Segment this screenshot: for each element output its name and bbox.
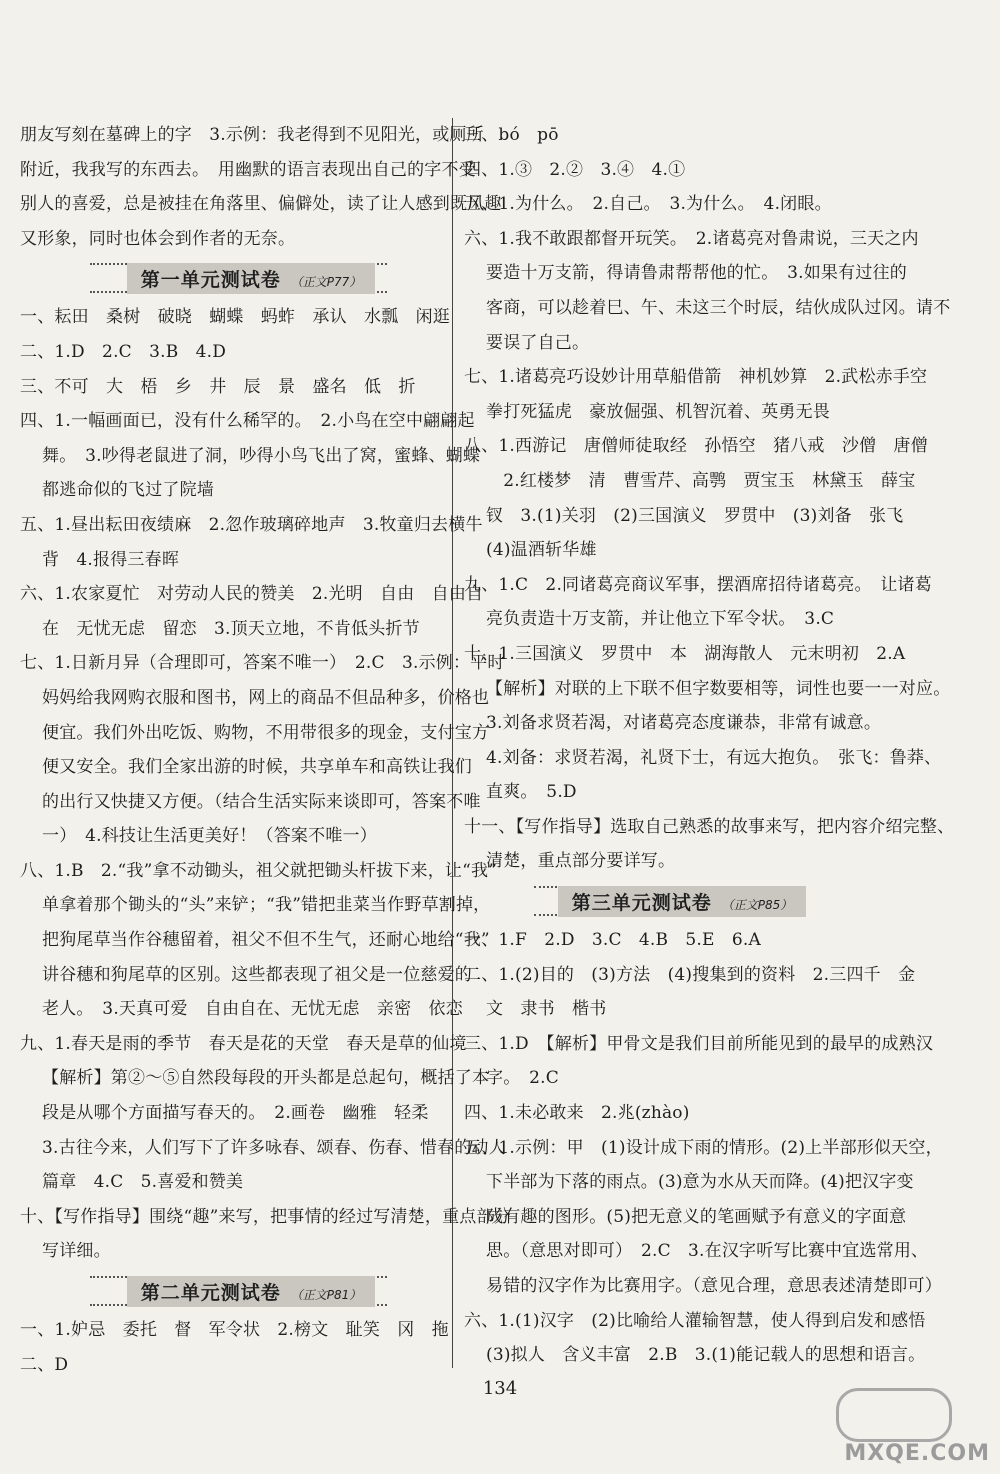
heading-title-box <box>127 263 376 294</box>
watermark-logo <box>804 1388 992 1468</box>
answer-line: 4.刘备：求贤若渴，礼贤下士，有远大抱负。 张飞：鲁莽、 <box>486 747 942 768</box>
answer-line: 十、【写作指导】围绕“趣”来写，把事情的经过写清楚，重点部分 <box>20 1206 511 1227</box>
answer-line: (3)拟人 含义丰富 2.B 3.(1)能记载人的思想和语言。 <box>486 1345 926 1366</box>
answer-line: 要误了自己。 <box>486 332 590 353</box>
answer-line: 易错的汉字作为比赛用字。（意见合理，意思表述清楚即可） <box>486 1276 942 1296</box>
answer-line: 附近，我我写的东西去。 用幽默的语言表现出自己的字不受 <box>20 159 476 180</box>
right-column <box>464 118 955 1373</box>
answer-line: 九、1.C 2.同诸葛亮商议军事，摆酒席招待诸葛亮。 让诸葛 <box>464 574 932 595</box>
answer-line: 二、1.(2)目的 (3)方法 (4)搜集到的资料 2.三四千 金 <box>464 964 916 985</box>
answer-line: 十、1.三国演义 罗贯中 本 湖海散人 元末明初 2.A <box>464 643 906 664</box>
heading-title: 第二单元测试卷 <box>140 1281 281 1304</box>
answer-line: 六、1.我不敢跟都督开玩笑。 2.诸葛亮对鲁肃说，三天之内 <box>464 228 919 249</box>
answer-line: 五、1.示例：甲 (1)设计成下雨的情形。(2)上半部形似天空， <box>464 1137 943 1158</box>
heading-title-box <box>558 886 807 917</box>
answer-line: 二、1.D 2.C 3.B 4.D <box>20 341 227 362</box>
answer-line: 要造十万支箭，得请鲁肃帮帮他的忙。 3.如果有过往的 <box>486 263 907 284</box>
watermark-text: MXQE.COM <box>844 1441 990 1466</box>
answer-line: 一、1.F 2.D 3.C 4.B 5.E 6.A <box>464 930 761 951</box>
answer-line: 二、D <box>20 1354 69 1375</box>
heading-title: 第三单元测试卷 <box>571 891 712 914</box>
answer-line: 成有趣的图形。(5)把无意义的笔画赋予有意义的字面意 <box>486 1206 907 1227</box>
left-column <box>20 118 511 1382</box>
heading-page-ref: （正文P85） <box>721 897 793 912</box>
answer-line: 老人。 3.天真可爱 自由自在、无忧无虑 亲密 依恋 <box>42 999 463 1020</box>
heading-title-box <box>127 1276 376 1307</box>
answer-line: 文 隶书 楷书 <box>486 999 607 1020</box>
answer-line: 【解析】第②～⑤自然段每段的开头都是总起句，概括了本 <box>42 1068 490 1089</box>
answer-line: 客商，可以趁着巳、午、未这三个时辰，结伙成队过冈。请不 <box>486 297 951 318</box>
answer-line: 段是从哪个方面描写春天的。 2.画卷 幽雅 轻柔 <box>42 1103 429 1124</box>
section-heading <box>20 1272 482 1310</box>
answer-line: 九、1.春天是雨的季节 春天是花的天堂 春天是草的仙境 <box>20 1033 467 1054</box>
watermark-badge-icon <box>836 1388 952 1442</box>
answer-line: 单拿着那个锄头的“头”来铲；“我”错把韭菜当作野草割掉， <box>42 895 491 916</box>
answer-line: 2.红楼梦 清 曹雪芹、高鹗 贾宝玉 林黛玉 薛宝 <box>486 470 916 491</box>
answer-line: 便又安全。我们全家出游的时候，共享单车和高铁让我们 <box>42 757 472 778</box>
answer-line: 写详细。 <box>42 1241 111 1262</box>
answer-line: 妈妈给我网购衣服和图书，网上的商品不但品种多，价格也 <box>42 687 490 708</box>
answer-line: 舞。 3.吵得老鼠进了洞，吵得小鸟飞出了窝，蜜蜂、蝴蝶 <box>42 445 481 466</box>
answer-line: 讲谷穗和狗尾草的区别。这些都表现了祖父是一位慈爱的 <box>42 964 472 985</box>
answer-line: 都逃命似的飞过了院墙 <box>42 480 214 501</box>
section-heading <box>464 882 900 920</box>
answer-line: 五、1.为什么。 2.自己。 3.为什么。 4.闭眼。 <box>464 194 832 215</box>
answer-line: 三、不可 大 梧 乡 井 辰 景 盛名 低 折 <box>20 376 416 397</box>
answer-line: 七、1.诸葛亮巧设妙计用草船借箭 神机妙算 2.武松赤手空 <box>464 367 928 388</box>
section-heading <box>20 259 482 297</box>
answer-line: 一、耘田 桑树 破晓 蝴蝶 蚂蚱 承认 水瓢 闲逛 <box>20 307 450 328</box>
answer-line: 清楚，重点部分要详写。 <box>486 851 676 872</box>
answer-line: 一） 4.科技让生活更美好！（答案不唯一） <box>42 826 377 847</box>
answer-line: 四、1.一幅画面已，没有什么稀罕的。 2.小鸟在空中翩翩起 <box>20 411 475 432</box>
answer-line: 八、1.西游记 唐僧师徒取经 孙悟空 猪八戒 沙僧 唐僧 <box>464 436 928 457</box>
answer-line: 四、1.未必敢来 2.兆(zhào) <box>464 1103 690 1124</box>
answer-line: 的出行又快捷又方便。（结合生活实际来谈即可，答案不唯 <box>42 791 481 812</box>
heading-page-ref: （正文P81） <box>290 1287 362 1302</box>
answer-line: 朋友写刻在墓碑上的字 3.示例：我老得到不见阳光，或厕所 <box>20 125 484 145</box>
answer-line: 四、1.③ 2.② 3.④ 4.① <box>464 159 686 180</box>
answer-line: 在 无忧无虑 留恋 3.顶天立地，不肯低头折节 <box>42 618 420 639</box>
page-number: 134 <box>482 1378 518 1399</box>
answer-line: 五、1.昼出耘田夜绩麻 2.忽作玻璃碎地声 3.牧童归去横牛 <box>20 514 483 535</box>
heading-page-ref: （正文P77） <box>290 274 362 289</box>
answer-line: 直爽。 5.D <box>486 782 577 803</box>
answer-line: 别人的喜爱，总是被挂在角落里、偏僻处，读了让人感到既风趣 <box>20 194 502 215</box>
answer-line: 又形象，同时也体会到作者的无奈。 <box>20 228 296 249</box>
answer-line: 【解析】对联的上下联不但字数要相等，词性也要一一对应。 <box>486 678 951 699</box>
answer-line: 三、1.D 【解析】甲骨文是我们目前所能见到的最早的成熟汉 <box>464 1033 934 1054</box>
answer-line: 便宜。我们外出吃饭、购物，不用带很多的现金，支付宝方 <box>42 722 490 743</box>
answer-line: 篇章 4.C 5.喜爱和赞美 <box>42 1172 244 1193</box>
heading-title: 第一单元测试卷 <box>140 268 281 291</box>
answer-line: 拳打死猛虎 豪放倔强、机智沉着、英勇无畏 <box>486 401 830 422</box>
answer-line: 3.刘备求贤若渴，对诸葛亮态度谦恭，非常有诚意。 <box>486 713 882 734</box>
answer-line: 字。 2.C <box>486 1068 559 1089</box>
answer-line: 思。（意思对即可） 2.C 3.在汉字听写比赛中宜选常用、 <box>486 1241 929 1262</box>
answer-line: 亮负责造十万支箭，并让他立下军令状。 3.C <box>486 609 835 630</box>
answer-line: 十一、【写作指导】选取自己熟悉的故事来写，把内容介绍完整、 <box>464 816 955 837</box>
answer-line: 三、bó pō <box>464 125 559 145</box>
answer-line: 背 4.报得三春晖 <box>42 549 180 570</box>
answer-line: 六、1.(1)汉字 (2)比喻给人灌输智慧，使人得到启发和感悟 <box>464 1310 926 1331</box>
answer-line: 八、1.B 2.“我”拿不动锄头，祖父就把锄头杆拔下来，让“我” <box>20 860 498 881</box>
answer-line: 下半部为下落的雨点。(3)意为水从天而降。(4)把汉字变 <box>486 1172 914 1193</box>
answer-line: 一、1.妒忌 委托 督 军令状 2.榜文 耻笑 冈 拖 <box>20 1320 449 1340</box>
answer-line: 六、1.农家夏忙 对劳动人民的赞美 2.光明 自由 自由自 <box>20 584 484 605</box>
answer-line: (4)温酒斩华雄 <box>486 540 597 561</box>
answer-line: 把狗尾草当作谷穗留着，祖父不但不生气，还耐心地给“我” <box>42 930 490 951</box>
answer-line: 3.古往今来，人们写下了许多咏春、颂春、伤春、惜春的动人 <box>42 1137 506 1158</box>
answer-line: 钗 3.(1)关羽 (2)三国演义 罗贯中 (3)刘备 张飞 <box>486 505 904 526</box>
answer-line: 七、1.日新月异（合理即可，答案不唯一） 2.C 3.示例：平时 <box>20 653 505 674</box>
